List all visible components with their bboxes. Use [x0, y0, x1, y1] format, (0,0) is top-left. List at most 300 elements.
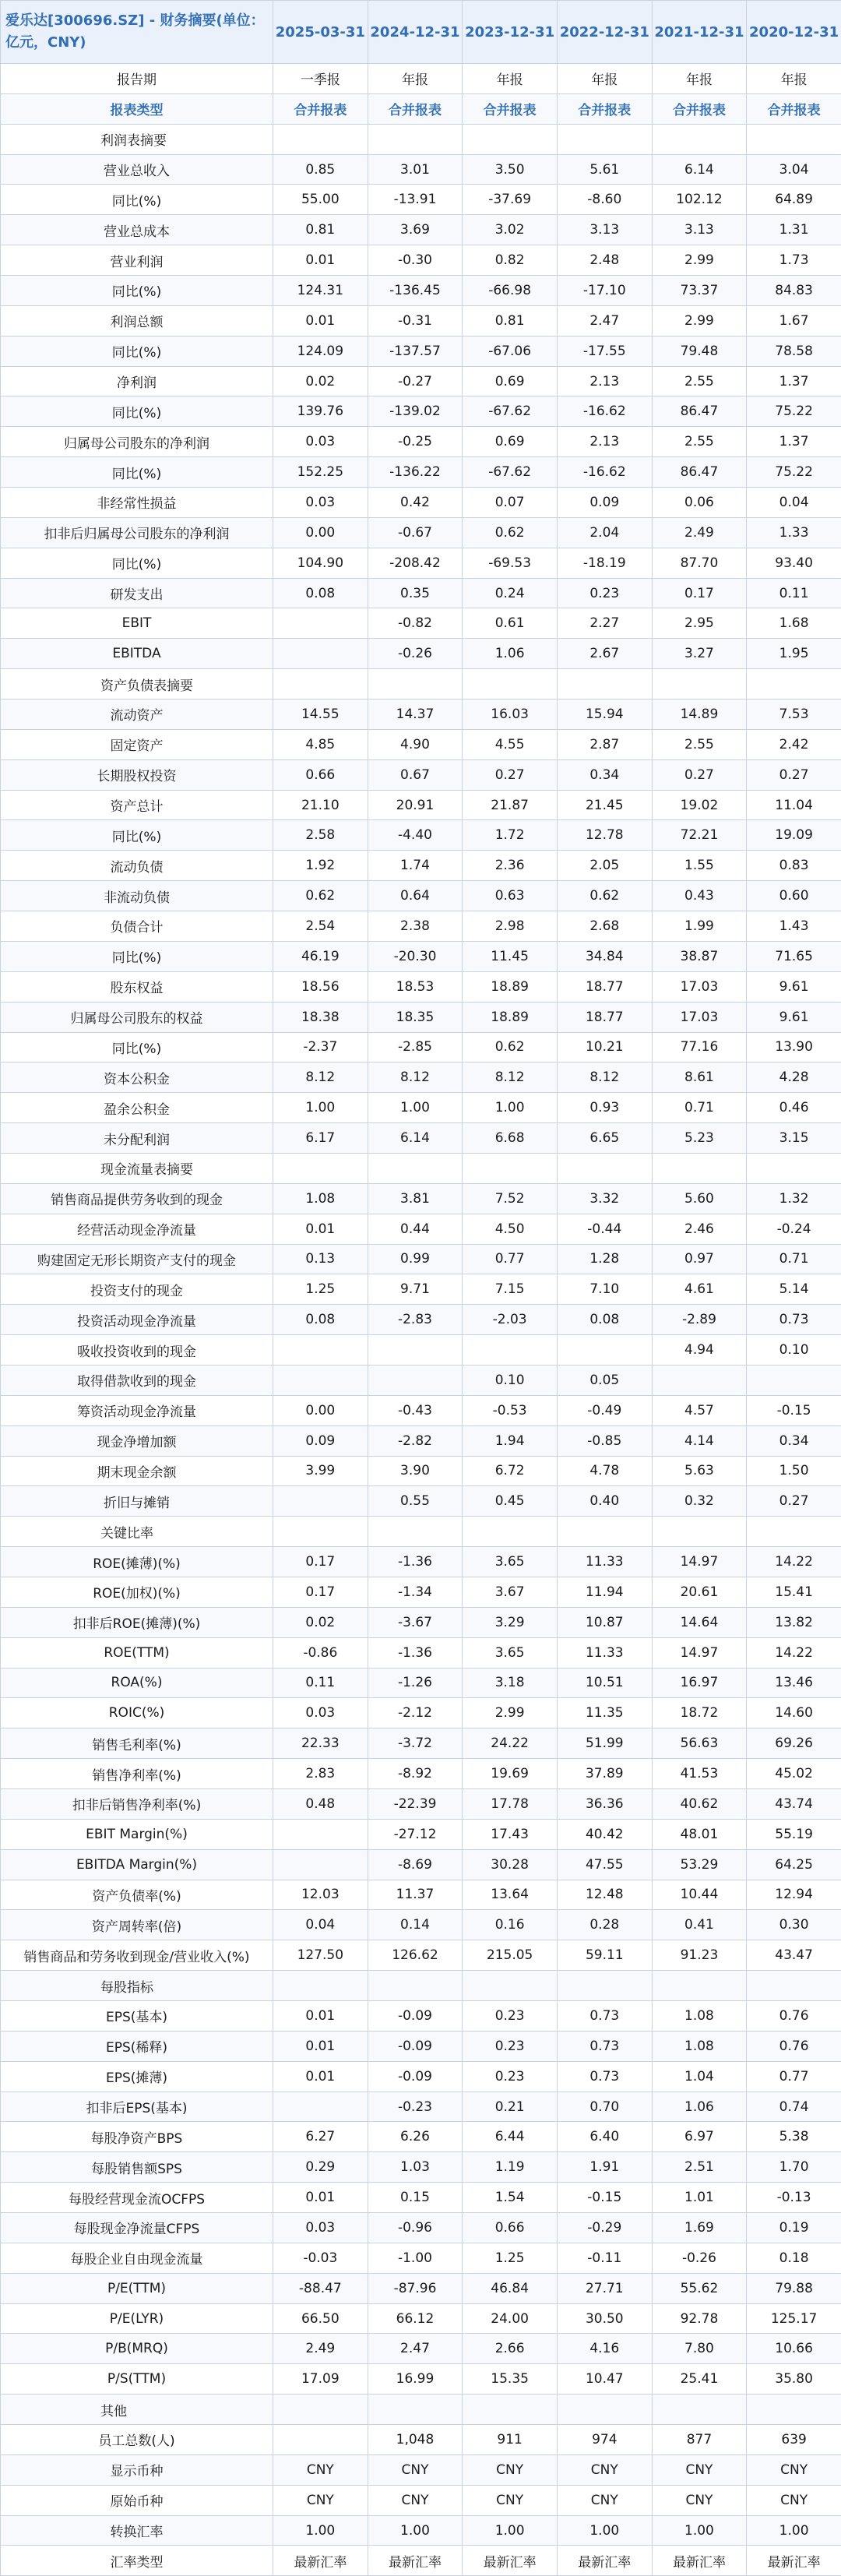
table-row	[1, 2061, 841, 2091]
row-label: 股东权益	[1, 971, 273, 1002]
table-cell: 2.48	[557, 245, 652, 276]
row-label: 每股现金净流量CFPS	[1, 2213, 273, 2243]
table-cell: 11.35	[557, 1698, 652, 1728]
column-header[interactable]: 2024-12-31	[368, 1, 463, 64]
table-cell: 2.99	[652, 245, 747, 276]
table-row	[1, 1274, 841, 1305]
table-cell: 125.17	[747, 2303, 841, 2334]
table-cell: 3.32	[557, 1183, 652, 1214]
table-row	[1, 971, 841, 1002]
table-cell: 2.42	[747, 729, 841, 759]
table-row	[1, 881, 841, 911]
row-label: 原始币种	[1, 2485, 273, 2515]
table-cell: 69.26	[747, 1728, 841, 1759]
table-cell: 0.10	[747, 1335, 841, 1366]
table-cell: CNY	[557, 2454, 652, 2485]
table-cell: 0.27	[747, 1486, 841, 1517]
table-cell	[273, 1486, 368, 1517]
table-row	[1, 2546, 841, 2576]
table-cell: 72.21	[652, 820, 747, 851]
row-label: 现金净增加额	[1, 1425, 273, 1456]
table-cell: -88.47	[273, 2273, 368, 2303]
table-row	[1, 457, 841, 488]
table-row	[1, 2273, 841, 2303]
table-cell: -3.67	[368, 1607, 463, 1637]
table-row	[1, 2001, 841, 2032]
table-cell: 104.90	[273, 548, 368, 578]
row-label: 同比(%)	[1, 548, 273, 578]
table-cell	[368, 124, 463, 154]
table-cell: 0.01	[273, 2031, 368, 2061]
table-cell: CNY	[557, 2485, 652, 2515]
table-cell: 86.47	[652, 396, 747, 427]
row-label: 筹资活动现金净流量	[1, 1395, 273, 1425]
row-label: 员工总数(人)	[1, 2425, 273, 2455]
table-cell: -17.10	[557, 276, 652, 306]
row-label: 每股净资产BPS	[1, 2122, 273, 2152]
table-cell: 22.33	[273, 1728, 368, 1759]
table-cell: 7.10	[557, 1274, 652, 1305]
row-label: 取得借款收到的现金	[1, 1365, 273, 1395]
table-row	[1, 1153, 841, 1183]
table-cell: 0.81	[463, 305, 558, 336]
table-row	[1, 1002, 841, 1032]
table-cell: -2.89	[652, 1305, 747, 1335]
header-row	[1, 1, 841, 64]
table-cell: 4.16	[557, 2334, 652, 2364]
row-label: EPS(摊薄)	[1, 2061, 273, 2091]
table-cell: 0.01	[273, 2001, 368, 2032]
row-label: 同比(%)	[1, 457, 273, 488]
row-label: P/B(MRQ)	[1, 2334, 273, 2364]
table-cell: 0.02	[273, 366, 368, 396]
table-cell: 1.95	[747, 639, 841, 669]
column-header[interactable]: 2023-12-31	[463, 1, 558, 64]
table-row	[1, 1849, 841, 1880]
row-label: 转换汇率	[1, 2515, 273, 2546]
table-cell: 1.28	[557, 1244, 652, 1274]
table-cell: 2.38	[368, 911, 463, 942]
table-row	[1, 1305, 841, 1335]
table-cell: 1.00	[747, 2515, 841, 2546]
table-cell: 0.61	[463, 608, 558, 639]
table-cell	[273, 2425, 368, 2455]
table-cell	[273, 2091, 368, 2122]
table-cell: 0.16	[463, 1910, 558, 1940]
table-cell: 0.00	[273, 517, 368, 548]
row-label: 投资活动现金净流量	[1, 1305, 273, 1335]
table-cell: 0.66	[273, 759, 368, 790]
table-cell: 1.73	[747, 245, 841, 276]
table-row	[1, 1577, 841, 1607]
table-cell: 0.55	[368, 1486, 463, 1517]
table-cell: 15.94	[557, 700, 652, 730]
table-cell: 0.19	[747, 2213, 841, 2243]
row-label: 同比(%)	[1, 185, 273, 215]
table-cell: -0.53	[463, 1395, 558, 1425]
table-cell: 3.81	[368, 1183, 463, 1214]
table-cell: 5.61	[557, 154, 652, 185]
table-cell	[273, 1153, 368, 1183]
table-cell: 124.09	[273, 336, 368, 366]
table-cell: 5.23	[652, 1123, 747, 1154]
table-cell: 1.37	[747, 366, 841, 396]
table-cell: 2.55	[652, 729, 747, 759]
table-row	[1, 2364, 841, 2395]
table-cell: 0.14	[368, 1910, 463, 1940]
table-cell: 4.90	[368, 729, 463, 759]
table-cell: -3.72	[368, 1728, 463, 1759]
table-cell: 24.22	[463, 1728, 558, 1759]
table-cell: 0.76	[747, 2001, 841, 2032]
table-cell: 4.94	[652, 1335, 747, 1366]
table-row	[1, 154, 841, 185]
table-row	[1, 2122, 841, 2152]
table-cell: -0.30	[368, 245, 463, 276]
table-row	[1, 548, 841, 578]
table-cell: -0.27	[368, 366, 463, 396]
table-cell: 6.14	[652, 154, 747, 185]
table-cell: 0.01	[273, 245, 368, 276]
column-header[interactable]: 2022-12-31	[557, 1, 652, 64]
table-cell: 0.74	[747, 2091, 841, 2122]
table-cell	[747, 1517, 841, 1547]
row-label: 固定资产	[1, 729, 273, 759]
table-row	[1, 1032, 841, 1062]
table-cell: 20.91	[368, 790, 463, 820]
row-label: ROE(TTM)	[1, 1637, 273, 1668]
table-cell: -0.24	[747, 1214, 841, 1244]
table-cell: 0.03	[273, 427, 368, 457]
table-cell: 0.08	[557, 1305, 652, 1335]
row-label: ROE(加权)(%)	[1, 1577, 273, 1607]
table-cell: 639	[747, 2425, 841, 2455]
table-cell: -0.86	[273, 1637, 368, 1668]
row-label: EPS(稀释)	[1, 2031, 273, 2061]
table-cell: 7.15	[463, 1274, 558, 1305]
table-cell: 1.00	[463, 1093, 558, 1123]
table-cell: 1.92	[273, 851, 368, 881]
table-cell: -0.09	[368, 2031, 463, 2061]
table-row	[1, 1335, 841, 1366]
table-cell: 15.35	[463, 2364, 558, 2395]
table-cell: 0.66	[463, 2213, 558, 2243]
row-label: 报告期	[1, 64, 273, 94]
row-label: 每股销售额SPS	[1, 2152, 273, 2183]
table-cell: 年报	[557, 64, 652, 94]
table-cell: 3.27	[652, 639, 747, 669]
row-label: 每股经营现金流OCFPS	[1, 2183, 273, 2213]
row-label: 同比(%)	[1, 1032, 273, 1062]
table-cell: 43.47	[747, 1940, 841, 1971]
table-cell: CNY	[273, 2485, 368, 2515]
table-cell: 1.54	[463, 2183, 558, 2213]
table-cell: CNY	[652, 2454, 747, 2485]
table-row	[1, 2152, 841, 2183]
table-cell: 2.99	[463, 1698, 558, 1728]
table-cell: 0.11	[747, 578, 841, 608]
table-cell: 2.55	[652, 366, 747, 396]
row-label: EBIT	[1, 608, 273, 639]
table-cell: 19.69	[463, 1759, 558, 1789]
row-label: 非经常性损益	[1, 488, 273, 518]
table-cell: 年报	[463, 64, 558, 94]
table-cell: 1.25	[463, 2243, 558, 2273]
table-cell: 0.00	[273, 1395, 368, 1425]
table-cell: 0.71	[652, 1093, 747, 1123]
table-cell: CNY	[747, 2485, 841, 2515]
table-cell	[368, 1335, 463, 1366]
table-cell	[368, 1365, 463, 1395]
table-cell: -27.12	[368, 1819, 463, 1849]
table-cell: 6.27	[273, 2122, 368, 2152]
table-cell: -0.31	[368, 305, 463, 336]
table-cell: 0.82	[463, 245, 558, 276]
table-cell: 0.27	[652, 759, 747, 790]
table-cell: 17.03	[652, 1002, 747, 1032]
table-cell: 0.69	[463, 366, 558, 396]
table-cell: 0.03	[273, 488, 368, 518]
table-cell: 14.97	[652, 1547, 747, 1577]
table-cell: 5.60	[652, 1183, 747, 1214]
table-cell: 0.28	[557, 1910, 652, 1940]
table-cell: 0.77	[463, 1244, 558, 1274]
table-cell: 一季报	[273, 64, 368, 94]
table-cell: 0.85	[273, 154, 368, 185]
table-row	[1, 1547, 841, 1577]
table-row	[1, 669, 841, 700]
table-cell: -139.02	[368, 396, 463, 427]
table-row	[1, 1365, 841, 1395]
table-cell: -137.57	[368, 336, 463, 366]
table-cell: 2.99	[652, 305, 747, 336]
row-label: 流动负债	[1, 851, 273, 881]
table-cell: 7.80	[652, 2334, 747, 2364]
table-cell: 14.22	[747, 1547, 841, 1577]
table-cell: 3.69	[368, 215, 463, 245]
table-cell: -2.85	[368, 1032, 463, 1062]
table-row	[1, 1123, 841, 1154]
table-cell: 0.97	[652, 1244, 747, 1274]
table-cell: 0.64	[368, 881, 463, 911]
table-cell: CNY	[368, 2485, 463, 2515]
row-label: 显示币种	[1, 2454, 273, 2485]
table-cell: 0.02	[273, 1607, 368, 1637]
table-cell: 2.49	[273, 2334, 368, 2364]
table-cell: 0.30	[747, 1910, 841, 1940]
table-cell: 11.45	[463, 941, 558, 971]
table-row	[1, 700, 841, 730]
table-cell: -37.69	[463, 185, 558, 215]
table-cell: 55.62	[652, 2273, 747, 2303]
row-label: 长期股权投资	[1, 759, 273, 790]
table-cell: 3.65	[463, 1637, 558, 1668]
table-cell: 合并报表	[557, 93, 652, 124]
table-cell: 48.01	[652, 1819, 747, 1849]
table-cell: 1.00	[652, 2515, 747, 2546]
section-heading: 利润表摘要	[1, 124, 273, 154]
table-row	[1, 1880, 841, 1910]
column-header[interactable]: 2020-12-31	[747, 1, 841, 64]
table-cell: -0.23	[368, 2091, 463, 2122]
table-cell: 1.99	[652, 911, 747, 942]
column-header[interactable]: 2025-03-31	[273, 1, 368, 64]
table-cell: 18.38	[273, 1002, 368, 1032]
table-cell: 1.68	[747, 608, 841, 639]
row-label: 销售商品提供劳务收到的现金	[1, 1183, 273, 1214]
table-cell: 8.12	[463, 1062, 558, 1093]
table-cell	[463, 1517, 558, 1547]
table-cell	[747, 2395, 841, 2425]
table-cell: 1.04	[652, 2061, 747, 2091]
table-cell: 3.67	[463, 1577, 558, 1607]
table-cell	[273, 1335, 368, 1366]
table-cell: -0.11	[557, 2243, 652, 2273]
row-label: 资本公积金	[1, 1062, 273, 1093]
table-cell: 2.83	[273, 1759, 368, 1789]
table-cell: -0.25	[368, 427, 463, 457]
table-row	[1, 1214, 841, 1244]
row-label: 未分配利润	[1, 1123, 273, 1154]
table-cell: 0.81	[273, 215, 368, 245]
table-row	[1, 2485, 841, 2515]
section-heading: 每股指标	[1, 1971, 273, 2001]
table-cell: 18.89	[463, 1002, 558, 1032]
table-cell: 17.43	[463, 1819, 558, 1849]
table-cell: 10.66	[747, 2334, 841, 2364]
table-row	[1, 1940, 841, 1971]
table-cell: 0.62	[557, 881, 652, 911]
table-cell: -2.82	[368, 1425, 463, 1456]
table-body	[1, 64, 841, 2576]
table-cell	[463, 1335, 558, 1366]
row-label: 资产负债率(%)	[1, 1880, 273, 1910]
table-row	[1, 1183, 841, 1214]
table-cell: 8.61	[652, 1062, 747, 1093]
row-label: 净利润	[1, 366, 273, 396]
table-cell	[273, 669, 368, 700]
table-cell: 127.50	[273, 1940, 368, 1971]
section-heading: 关键比率	[1, 1517, 273, 1547]
column-header[interactable]: 2021-12-31	[652, 1, 747, 64]
table-cell: 1.00	[273, 1093, 368, 1123]
table-cell: 1.08	[273, 1183, 368, 1214]
table-cell: 0.27	[463, 759, 558, 790]
table-row	[1, 941, 841, 971]
table-row	[1, 729, 841, 759]
table-cell: 0.08	[273, 1305, 368, 1335]
table-cell: 1.08	[652, 2001, 747, 2032]
table-cell: 18.89	[463, 971, 558, 1002]
table-cell: -0.29	[557, 2213, 652, 2243]
table-row	[1, 1395, 841, 1425]
table-row	[1, 1486, 841, 1517]
row-label: 归属母公司股东的净利润	[1, 427, 273, 457]
table-cell: -0.44	[557, 1214, 652, 1244]
table-cell: 2.51	[652, 2152, 747, 2183]
table-cell: 2.67	[557, 639, 652, 669]
table-cell: 0.10	[463, 1365, 558, 1395]
table-cell	[557, 1971, 652, 2001]
table-cell	[463, 2395, 558, 2425]
table-row	[1, 215, 841, 245]
table-cell: 6.40	[557, 2122, 652, 2152]
table-row	[1, 2515, 841, 2546]
table-cell	[557, 1153, 652, 1183]
table-cell	[652, 1153, 747, 1183]
table-cell: 1.91	[557, 2152, 652, 2183]
table-cell: 4.61	[652, 1274, 747, 1305]
table-cell: 1.03	[368, 2152, 463, 2183]
table-cell: 6.14	[368, 1123, 463, 1154]
table-row	[1, 124, 841, 154]
table-cell: CNY	[747, 2454, 841, 2485]
table-cell	[368, 1971, 463, 2001]
table-cell: 3.15	[747, 1123, 841, 1154]
table-cell: 2.98	[463, 911, 558, 942]
section-heading: 资产负债表摘要	[1, 669, 273, 700]
table-cell: 66.50	[273, 2303, 368, 2334]
table-cell: 0.27	[747, 759, 841, 790]
table-row	[1, 2425, 841, 2455]
table-cell: 46.84	[463, 2273, 558, 2303]
table-cell: -1.00	[368, 2243, 463, 2273]
table-cell: 0.34	[557, 759, 652, 790]
table-cell: -0.96	[368, 2213, 463, 2243]
table-cell: 51.99	[557, 1728, 652, 1759]
table-cell: 年报	[652, 64, 747, 94]
table-cell: 16.99	[368, 2364, 463, 2395]
table-cell: 1.67	[747, 305, 841, 336]
table-cell: 4.28	[747, 1062, 841, 1093]
table-cell: 2.49	[652, 517, 747, 548]
table-row	[1, 276, 841, 306]
table-cell: 0.43	[652, 881, 747, 911]
table-cell: 0.17	[273, 1547, 368, 1577]
table-cell: 11.04	[747, 790, 841, 820]
row-label: ROA(%)	[1, 1668, 273, 1698]
table-cell: 1.08	[652, 2031, 747, 2061]
table-cell: 1.50	[747, 1456, 841, 1486]
table-cell: 7.53	[747, 700, 841, 730]
table-cell	[557, 124, 652, 154]
table-cell: -0.26	[368, 639, 463, 669]
table-cell: 10.47	[557, 2364, 652, 2395]
table-row	[1, 1819, 841, 1849]
table-cell: 1.94	[463, 1425, 558, 1456]
table-cell: 0.40	[557, 1486, 652, 1517]
table-cell: 75.22	[747, 396, 841, 427]
table-row	[1, 1425, 841, 1456]
row-label: ROIC(%)	[1, 1698, 273, 1728]
table-cell: 25.41	[652, 2364, 747, 2395]
table-cell: 0.73	[557, 2001, 652, 2032]
table-cell: 14.37	[368, 700, 463, 730]
table-cell: -1.34	[368, 1577, 463, 1607]
table-cell: 13.90	[747, 1032, 841, 1062]
table-cell: 0.67	[368, 759, 463, 790]
table-cell: 38.87	[652, 941, 747, 971]
table-cell: 64.25	[747, 1849, 841, 1880]
table-cell: 合并报表	[747, 93, 841, 124]
table-cell: 0.35	[368, 578, 463, 608]
table-cell: 19.09	[747, 820, 841, 851]
table-cell: 1.06	[463, 639, 558, 669]
table-cell: 0.73	[557, 2031, 652, 2061]
table-cell: 93.40	[747, 548, 841, 578]
table-cell: -208.42	[368, 548, 463, 578]
table-cell: -8.69	[368, 1849, 463, 1880]
